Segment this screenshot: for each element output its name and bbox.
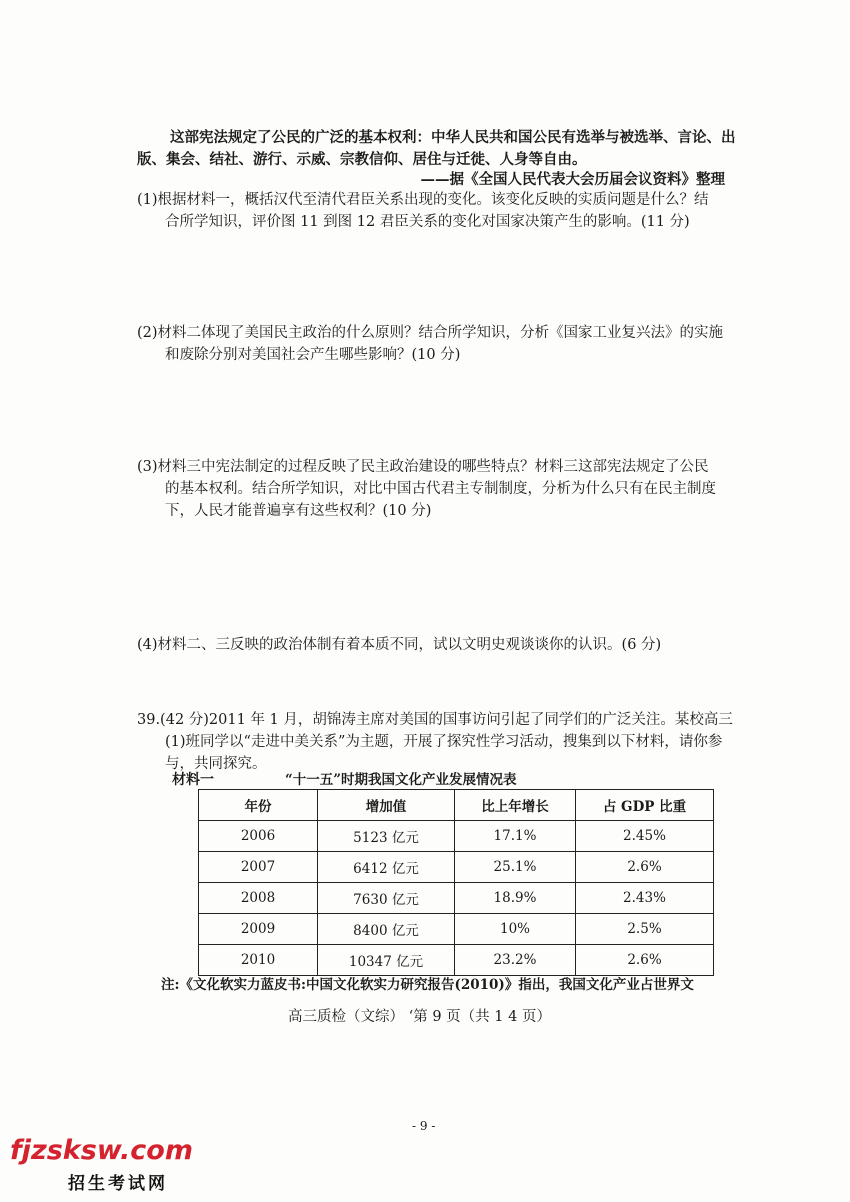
question-2-line-1: (2)材料二体现了美国民主政治的什么原则？结合所学知识，分析《国家工业复兴法》的实施 <box>137 325 724 341</box>
table-cell-value: 10347 亿元 <box>318 945 455 976</box>
material-3-line-2: 版、集会、结社、游行、示威、宗教信仰、居住与迁徙、人身等自由。 <box>137 151 587 168</box>
table-cell-growth: 10% <box>455 914 576 945</box>
material-1-label: 材料一 <box>172 772 214 788</box>
question-4-line-1: (4)材料二、三反映的政治体制有着本质不同，试以文明史观谈谈你的认识。(6 分) <box>137 637 662 653</box>
table-row <box>199 945 714 976</box>
table-header-cell: 增加值 <box>318 790 455 821</box>
table-cell-gdp-share: 2.6% <box>576 945 714 976</box>
question-39-line-3: 与，共同探究。 <box>165 756 267 772</box>
table-header-cell: 比上年增长 <box>455 790 576 821</box>
table-cell-growth: 25.1% <box>455 852 576 883</box>
table-cell-value: 8400 亿元 <box>318 914 455 945</box>
table-cell-year: 2006 <box>199 821 318 852</box>
table-cell-year: 2008 <box>199 883 318 914</box>
question-2-line-2: 和废除分别对美国社会产生哪些影响？(10 分) <box>165 347 461 363</box>
table-title: “十一五”时期我国文化产业发展情况表 <box>285 772 517 788</box>
table-cell-gdp-share: 2.6% <box>576 852 714 883</box>
table-cell-gdp-share: 2.45% <box>576 821 714 852</box>
table-header-cell: 占 GDP 比重 <box>576 790 714 821</box>
table-cell-gdp-share: 2.5% <box>576 914 714 945</box>
question-3-line-3: 下，人民才能普遍享有这些权利？(10 分) <box>165 503 432 519</box>
table-cell-growth: 23.2% <box>455 945 576 976</box>
table-row <box>199 821 714 852</box>
table-cell-gdp-share: 2.43% <box>576 883 714 914</box>
table-cell-value: 6412 亿元 <box>318 852 455 883</box>
question-1-line-2: 合所学知识，评价图 11 到图 12 君臣关系的变化对国家决策产生的影响。(11 分) <box>165 214 690 230</box>
watermark-site-title: 招生考试网 <box>68 1174 168 1194</box>
table-cell-growth: 18.9% <box>455 883 576 914</box>
page-number: - 9 - <box>412 1119 436 1133</box>
culture-industry-table <box>198 789 714 976</box>
table-cell-year: 2009 <box>199 914 318 945</box>
page-footer: 高三质检（文综） ‘第 9 页（共 1 4 页） <box>288 1009 551 1025</box>
table-cell-value: 5123 亿元 <box>318 821 455 852</box>
site-watermark-logo <box>10 1135 193 1194</box>
table-cell-value: 7630 亿元 <box>318 883 455 914</box>
table-cell-year: 2010 <box>199 945 318 976</box>
watermark-site-name: fjzsksw.com <box>10 1135 193 1166</box>
material-3-line-1: 这部宪法规定了公民的广泛的基本权利：中华人民共和国公民有选举与被选举、言论、出 <box>170 129 736 146</box>
table-row <box>199 914 714 945</box>
material-3-source: ——据《全国人民代表大会历届会议资料》整理 <box>420 171 725 188</box>
table-header-cell: 年份 <box>199 790 318 821</box>
table-cell-growth: 17.1% <box>455 821 576 852</box>
question-39-line-2: (1)班同学以“走进中美关系”为主题，开展了探究性学习活动，搜集到以下材料，请你参 <box>165 734 723 750</box>
question-39-line-1: 39.(42 分)2011 年 1 月，胡锦涛主席对美国的国事访问引起了同学们的广泛关注。某校高三 <box>137 712 733 728</box>
table-row <box>199 883 714 914</box>
table-row <box>199 852 714 883</box>
question-1-line-1: (1)根据材料一，概括汉代至清代君臣关系出现的变化。该变化反映的实质问题是什么？结 <box>137 192 709 208</box>
table-cell-year: 2007 <box>199 852 318 883</box>
table-note: 注:《文化软实力蓝皮书:中国文化软实力研究报告(2010)》指出，我国文化产业占世界文 <box>161 977 694 993</box>
question-3-line-1: (3)材料三中宪法制定的过程反映了民主政治建设的哪些特点？材料三这部宪法规定了公民 <box>137 459 709 475</box>
table-header-row <box>199 790 714 821</box>
question-3-line-2: 的基本权利。结合所学知识，对比中国古代君主专制制度，分析为什么只有在民主制度 <box>165 481 716 497</box>
